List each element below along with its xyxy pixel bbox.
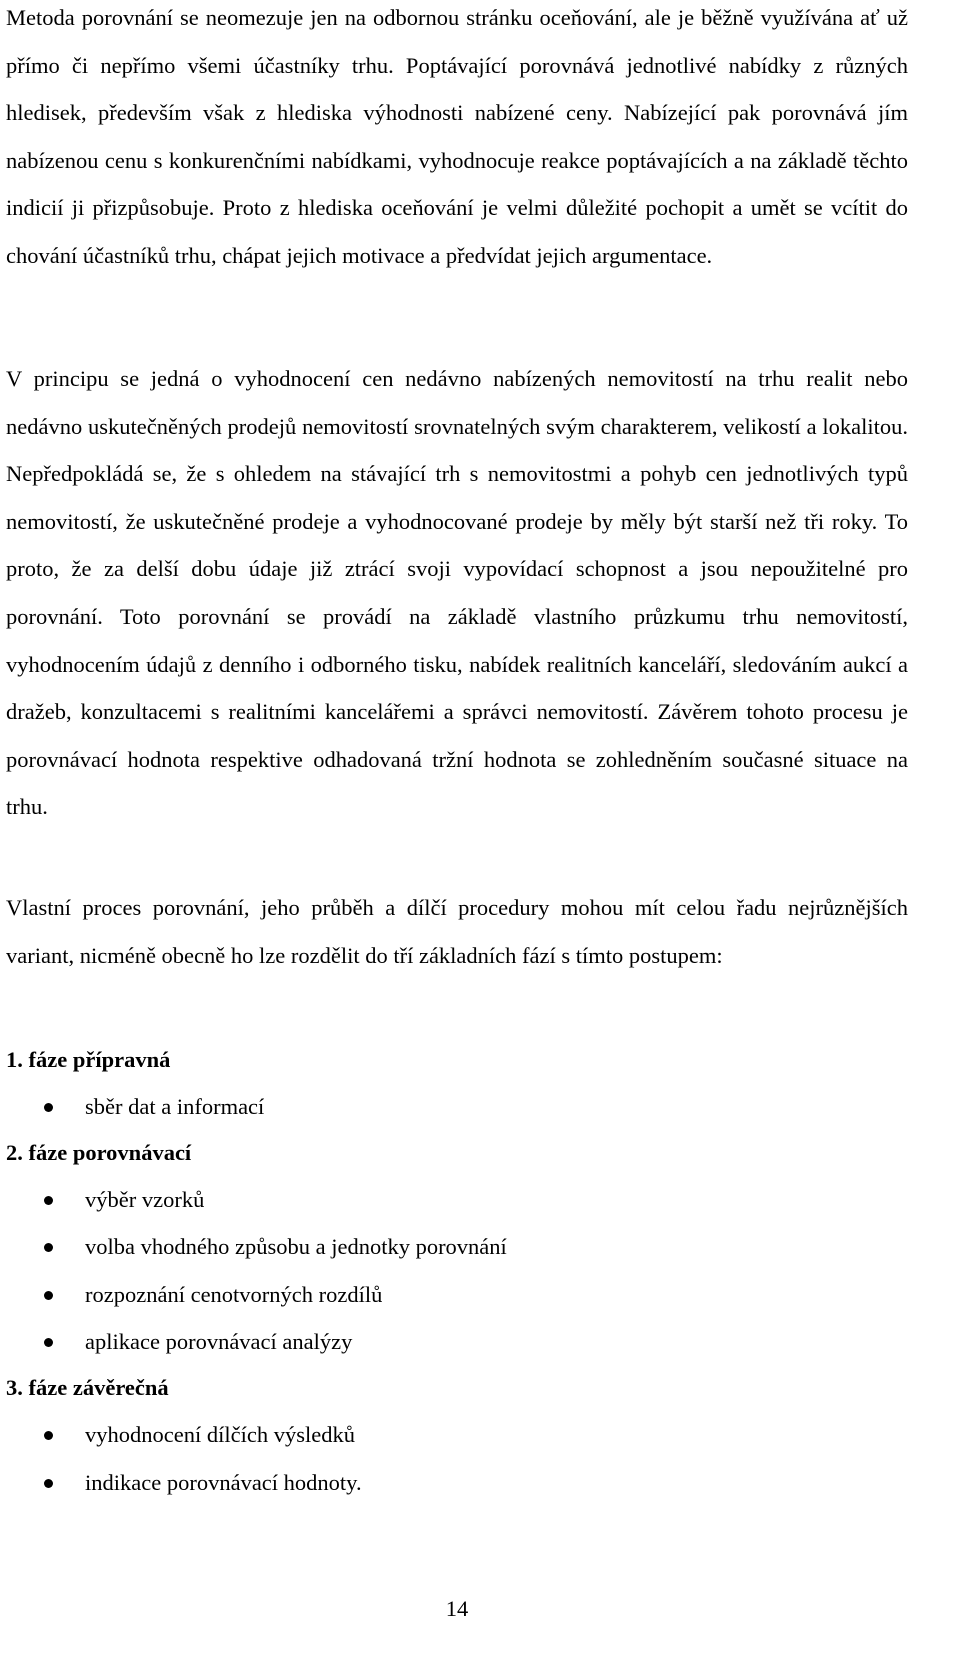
bullet-icon bbox=[44, 1243, 53, 1252]
list-item-text: sběr dat a informací bbox=[85, 1094, 265, 1119]
list-item-text: aplikace porovnávací analýzy bbox=[85, 1329, 353, 1354]
list-item bbox=[44, 1468, 362, 1498]
bullet-icon bbox=[44, 1103, 53, 1112]
paragraph-process-intro: Vlastní proces porovnání, jeho průběh a dílčí procedury mohou mít celou řadu nejrůznějších variant, nicméně obecně ho lze rozdělit do tří základních fází s tímto postupem: bbox=[6, 895, 908, 968]
bullet-icon bbox=[44, 1338, 53, 1347]
list-item bbox=[44, 1185, 204, 1215]
page-number: 14 bbox=[445, 1596, 469, 1621]
phase-3-heading: 3. fáze závěrečná bbox=[6, 1375, 169, 1400]
list-item bbox=[44, 1232, 507, 1262]
list-item bbox=[44, 1327, 352, 1357]
bullet-icon bbox=[44, 1479, 53, 1488]
phase-2-heading: 2. fáze porovnávací bbox=[6, 1140, 192, 1165]
list-item-text: indikace porovnávací hodnoty. bbox=[85, 1470, 362, 1495]
list-item bbox=[44, 1420, 355, 1450]
list-item-text: vyhodnocení dílčích výsledků bbox=[85, 1422, 355, 1447]
list-item-text: výběr vzorků bbox=[85, 1187, 205, 1212]
bullet-icon bbox=[44, 1196, 53, 1205]
bullet-icon bbox=[44, 1291, 53, 1300]
paragraph-market-comparison: Metoda porovnání se neomezuje jen na odbornou stránku oceňování, ale je běžně využívána ať už přímo či nepřímo všemi účastníky trhu. Poptávající porovnává jednotlivé nabídky z různých hledisek, především však z hlediska výhodnosti nabízené ceny. Nabízející pak porovnává jím nabízenou cenu s konkurenčními nabídkami, vyhodnocuje reakce poptávajících a na základě těchto indicií ji přizpůsobuje. Proto z hlediska oceňování je velmi důležité pochopit a umět se vcítit do chování účastníků trhu, chápat jejich motivace a předvídat jejich argumentace. bbox=[6, 5, 908, 268]
phase-1-heading: 1. fáze přípravná bbox=[6, 1047, 171, 1072]
bullet-icon bbox=[44, 1431, 53, 1440]
list-item bbox=[44, 1280, 382, 1310]
list-item-text: rozpoznání cenotvorných rozdílů bbox=[85, 1282, 383, 1307]
list-item-text: volba vhodného způsobu a jednotky porovnání bbox=[85, 1234, 507, 1259]
paragraph-principle: V principu se jedná o vyhodnocení cen nedávno nabízených nemovitostí na trhu realit nebo nedávno uskutečněných prodejů nemovitostí srovnatelných svým charakterem, velikostí a lokalitou. Nepředpokládá se, že s ohledem na stávající trh s nemovitostmi a pohyb cen jednotlivých typů nemovitostí, že uskutečněné prodeje a vyhodnocované prodeje by měly být starší než tři roky. To proto, že za delší dobu údaje již ztrácí svoji vypovídací schopnost a jsou nepoužitelné pro porovnání. Toto porovnání se provádí na základě vlastního průzkumu trhu nemovitostí, vyhodnocením údajů z denního i odborného tisku, nabídek realitních kanceláří, sledováním aukcí a dražeb, konzultacemi s realitními kancelářemi a správci nemovitostí. Závěrem tohoto procesu je porovnávací hodnota respektive odhadovaná tržní hodnota se zohledněním současné situace na trhu. bbox=[6, 366, 908, 820]
list-item bbox=[44, 1092, 264, 1122]
